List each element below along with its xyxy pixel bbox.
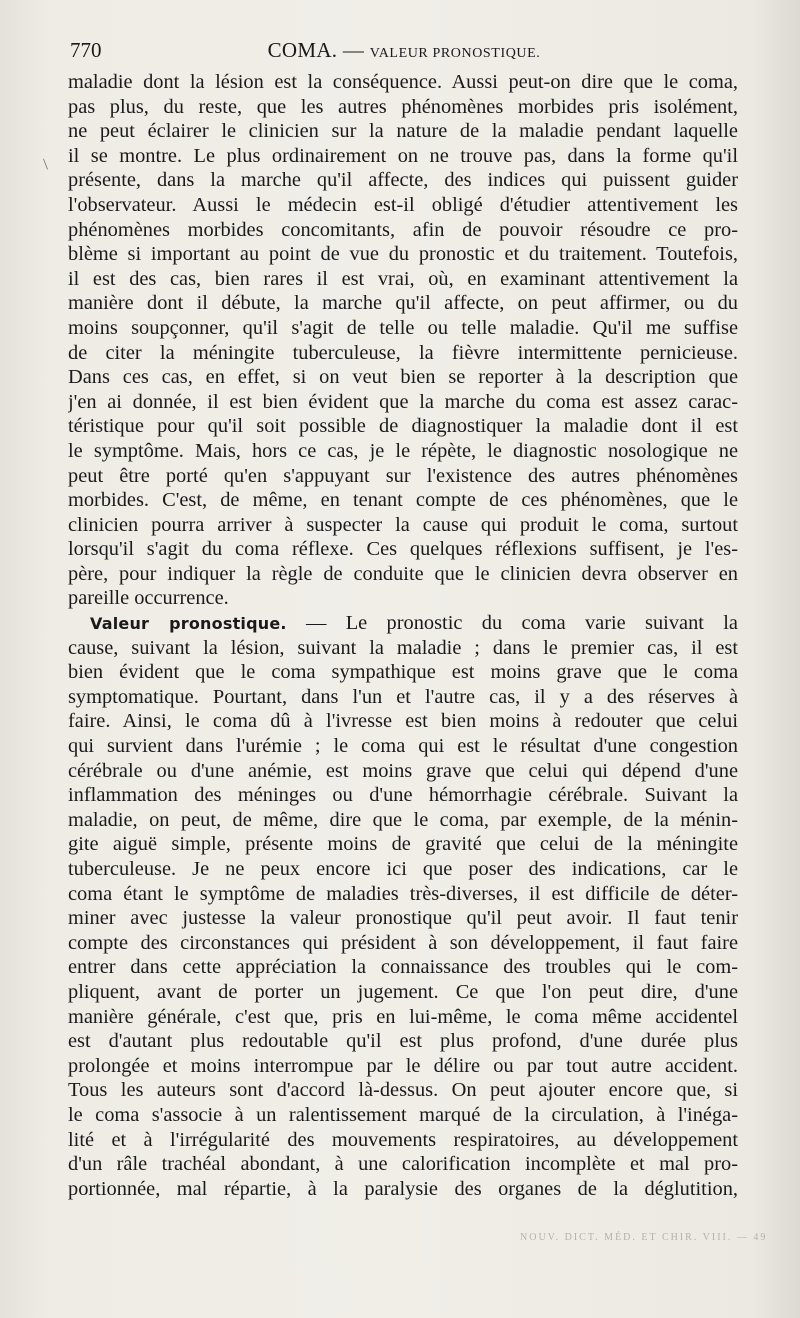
text-line: Dans ces cas, en effet, si on veut bien se reporter à la description que [68, 366, 738, 389]
text-line: entrer dans cette appréciation la connaissance des troubles qui le com- [68, 956, 738, 979]
section-first-line [68, 611, 738, 636]
text-line: l'observateur. Aussi le médecin est-il obligé d'étudier attentivement les [68, 193, 738, 216]
text-line: clinicien pourra arriver à suspecter la cause qui produit le coma, surtout [68, 513, 738, 536]
text-line: présente, dans la marche qu'il affecte, des indices qui puissent guider [68, 169, 738, 192]
text-line: manière générale, c'est que, pris en lui-même, le coma même accidentel [68, 1005, 738, 1028]
text-line: gite aiguë simple, présente moins de gravité que celui de la méningite [68, 833, 738, 856]
text-line: d'un râle trachéal abondant, à une calorification incomplète et mal pro- [68, 1153, 738, 1176]
text-line: téristique pour qu'il soit possible de diagnostiquer la maladie dont il est [68, 415, 738, 438]
text-line: lorsqu'il s'agit du coma réflexe. Ces quelques réflexions suffisent, je l'es- [68, 538, 738, 561]
text-line: symptomatique. Pourtant, dans l'un et l'autre cas, il y a des réserves à [68, 685, 738, 708]
text-line: phénomènes morbides concomitants, afin de pouvoir résoudre ce pro- [68, 218, 738, 241]
section-first-line-text: — Le pronostic du coma varie suivant la [286, 612, 738, 635]
text-line: moins soupçonner, qu'il s'agit de telle ou telle maladie. Qu'il me suffise [68, 316, 738, 339]
text-line: ne peut éclairer le clinicien sur la nature de la maladie pendant laquelle [68, 120, 738, 143]
paragraph-valeur-pronostique-lines [68, 636, 738, 1202]
section-heading: Valeur pronostique. [90, 614, 287, 634]
text-line: inflammation des méninges ou d'une hémorrhagie cérébrale. Suivant la [68, 784, 738, 807]
text-line: prolongée et moins interrompue par le délire ou par tout autre accident. [68, 1054, 738, 1077]
text-line: blème si important au point de vue du pronostic et du traitement. Toutefois, [68, 243, 738, 266]
page-number: 770 [70, 38, 102, 62]
text-line: Tous les auteurs sont d'accord là-dessus. On peut ajouter encore que, si [68, 1079, 738, 1102]
text-line: il est des cas, bien rares il est vrai, où, en examinant attentivement la [68, 267, 738, 290]
text-line: manière dont il débute, la marche qu'il affecte, on peut affirmer, ou du [68, 292, 738, 315]
text-line: qui survient dans l'urémie ; le coma qui est le résultat d'une congestion [68, 735, 738, 758]
margin-pencil-mark: / [38, 156, 54, 173]
running-title [70, 38, 738, 63]
body-text [68, 70, 738, 1201]
running-title-sub: VALEUR PRONOSTIQUE. [369, 46, 541, 61]
page-header [70, 38, 738, 68]
text-line: bien évident que le coma sympathique est moins grave que le coma [68, 661, 738, 684]
bleed-through-text: NOUV. DICT. MÉD. ET CHIR. VIII. — 49 [520, 1232, 768, 1243]
running-title-separator: — [342, 38, 365, 62]
text-line: cause, suivant la lésion, suivant la maladie ; dans le premier cas, il est [68, 636, 738, 659]
text-line: pareille occurrence. [68, 587, 229, 610]
text-line: morbides. C'est, de même, en tenant compte de ces phénomènes, que le [68, 489, 738, 512]
text-line: compte des circonstances qui président à son développement, il faut faire [68, 931, 738, 954]
text-line: père, pour indiquer la règle de conduite que le clinicien devra observer en [68, 562, 738, 585]
text-line: cérébrale ou d'une anémie, est moins grave que celui qui dépend d'une [68, 759, 738, 782]
text-line: lité et à l'irrégularité des mouvements respiratoires, au développement [68, 1128, 738, 1151]
text-line: miner avec justesse la valeur pronostique qu'il peut avoir. Il faut tenir [68, 907, 738, 930]
text-line: portionnée, mal répartie, à la paralysie des organes de la déglutition, [68, 1177, 738, 1200]
text-line: pas plus, du reste, que les autres phénomènes morbides pris isolément, [68, 95, 738, 118]
text-line: faire. Ainsi, le coma dû à l'ivresse est bien moins à redouter que celui [68, 710, 738, 733]
text-line: de citer la méningite tuberculeuse, la fièvre intermittente pernicieuse. [68, 341, 738, 364]
text-line: j'en ai donnée, il est bien évident que la marche du coma est assez carac- [68, 390, 738, 413]
text-line: tuberculeuse. Je ne peux encore ici que poser des indications, car le [68, 858, 738, 880]
text-line: maladie dont la lésion est la conséquence. Aussi peut-on dire que le coma, [68, 71, 738, 93]
text-line: maladie, on peut, de même, dire que le coma, par exemple, de la ménin- [68, 808, 738, 831]
text-line: peut être porté qu'en s'appuyant sur l'existence des autres phénomènes [68, 464, 738, 487]
text-line: coma étant le symptôme de maladies très-diverses, il est difficile de déter- [68, 882, 738, 905]
text-line: le symptôme. Mais, hors ce cas, je le répète, le diagnostic nosologique ne [68, 439, 738, 462]
text-line: est d'autant plus redoutable qu'il est plus profond, d'une durée plus [68, 1030, 738, 1053]
text-line: le coma s'associe à un ralentissement marqué de la circulation, à l'inéga- [68, 1103, 738, 1126]
running-title-main: COMA. [267, 38, 338, 62]
text-line: il se montre. Le plus ordinairement on ne trouve pas, dans la forme qu'il [68, 144, 738, 167]
text-line: pliquent, avant de porter un jugement. Ce que l'on peut dire, d'une [68, 980, 738, 1003]
paragraph-coma-diagnosis [68, 70, 738, 611]
paragraph-valeur-pronostique [68, 611, 738, 1201]
